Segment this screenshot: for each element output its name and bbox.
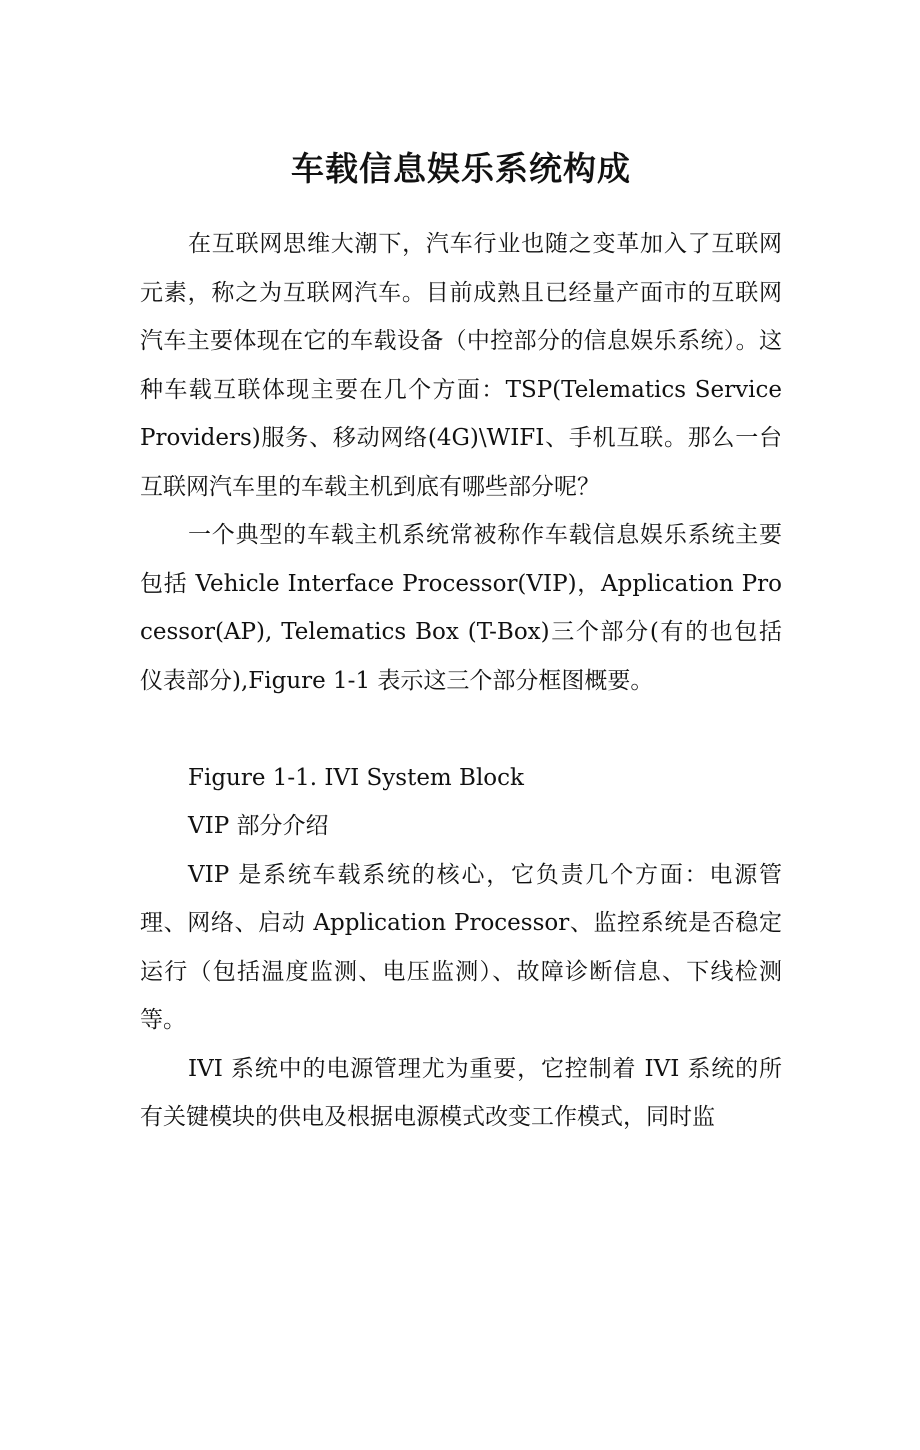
section-heading: VIP 部分介绍 xyxy=(188,813,329,839)
document-body xyxy=(140,220,782,1142)
system-overview-paragraph: 一个典型的车载主机系统常被称作车载信息娱乐系统主要包括 Vehicle Interface Processor(VIP)，Application Processor(AP), Telematics Box (T-Box)三个部分(有的也包括仪表部分),Figure 1-1 表示这三个部分框图概要。 xyxy=(140,522,782,694)
power-management-paragraph: IVI 系统中的电源管理尤为重要，它控制着 IVI 系统的所有关键模块的供电及根据电源模式改变工作模式，同时监 xyxy=(140,1055,782,1130)
figure-placeholder xyxy=(140,705,782,754)
intro-paragraph: 在互联网思维大潮下，汽车行业也随之变革加入了互联网元素，称之为互联网汽车。目前成熟且已经量产面市的互联网汽车主要体现在它的车载设备（中控部分的信息娱乐系统）。这种车载互联体现主要在几个方面：TSP(Telematics Service Providers)服务、移动网络(4G)\WIFI、手机互联。那么一台互联网汽车里的车载主机到底有哪些部分呢？ xyxy=(140,231,782,500)
document-page xyxy=(0,148,920,1450)
figure-caption: Figure 1-1. IVI System Block xyxy=(188,764,524,791)
vip-paragraph: VIP 是系统车载系统的核心，它负责几个方面：电源管理、网络、启动 Application Processor、监控系统是否稳定运行（包括温度监测、电压监测）、故障诊断信息、下线检测等。 xyxy=(140,861,782,1033)
document-title: 车载信息娱乐系统构成 xyxy=(291,149,631,188)
